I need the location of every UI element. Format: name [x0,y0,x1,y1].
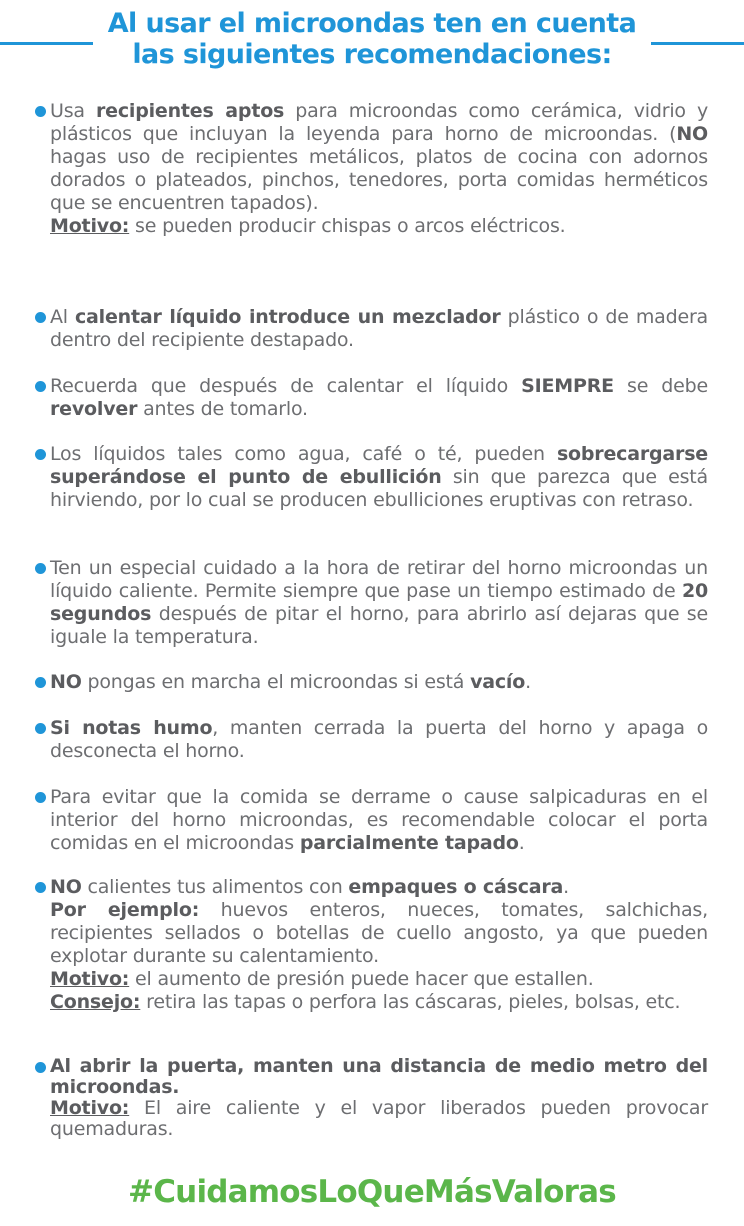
item-bold: SIEMPRE [521,375,614,397]
item-bold: empaques o cáscara [348,876,564,898]
item-text: . [518,832,525,854]
item-bold: Si notas humo [50,717,213,739]
motivo-label: Motivo: [50,1097,130,1119]
bullet-dot [35,106,46,117]
bullet-dot [35,381,46,392]
ejemplo-text: huevos enteros, nueces, tomates, salchichas, recipientes sellados o botellas de cuello angosto, ya que pueden explotar durante su calentamiento. [50,899,708,967]
item-text: plástico o de madera dentro del recipiente destapado. [50,306,709,351]
item-text: pongas en marcha el microondas si está [81,671,471,693]
bullet-dot [35,792,46,803]
list-item [50,443,708,512]
item-text: se debe [613,375,708,397]
list-item [50,876,708,1014]
item-text: Los líquidos tales como agua, café o té, pueden [50,443,557,465]
item-text: hagas uso de recipientes metálicos, platos de cocina con adornos dorados o plateados, pinchos, tenedores, porta comidas herméticos que se encuentren tapados). [50,146,708,214]
consejo-label: Consejo: [50,991,141,1013]
item-bold: calentar líquido introduce un mezclador [74,306,501,328]
motivo-text: el aumento de presión puede hacer que estallen. [129,968,594,990]
motivo-label: Motivo: [50,215,130,237]
item-text: . [525,671,531,693]
item-text: para microondas como cerámica, vidrio y plásticos que incluyan la leyenda para horno de microondas. ( [50,100,708,145]
hashtag: #CuidamosLoQueMásValoras [128,1174,616,1210]
motivo-text: El aire caliente y el vapor liberados pueden provocar quemaduras. [50,1097,708,1140]
item-text: Recuerda que después de calentar el líquido [50,375,522,397]
list-item [50,306,708,352]
ejemplo-label: Por ejemplo: [50,899,200,921]
header [0,8,744,88]
item-bold: NO [676,123,708,145]
item-text: Ten un especial cuidado a la hora de retirar del horno microondas un líquido caliente. Permite siempre que pase un tiempo estimado de [50,557,708,602]
list-item [50,786,708,855]
item-bold: NO [50,671,82,693]
bullet-dot [35,449,46,460]
item-bold: vacío [470,671,526,693]
list-item [50,671,708,694]
item-text: después de pitar el horno, para abrirlo así dejaras que se iguale la temperatura. [50,603,708,648]
bullet-dot [35,677,46,688]
bullet-dot [35,312,46,323]
bullet-dot [35,723,46,734]
consejo-text: retira las tapas o perfora las cáscaras, pieles, bolsas, etc. [140,991,681,1013]
page-title [95,8,649,70]
list-item [50,717,708,763]
list-item [50,375,708,421]
item-bold: Al abrir la puerta, manten una distancia de medio metro del microondas. [50,1055,708,1098]
motivo-text: se pueden producir chispas o arcos eléctricos. [129,215,566,237]
bullet-dot [35,1062,46,1073]
bullet-dot [35,882,46,893]
item-text: Usa [50,100,96,122]
item-text: sin que parezca que está hirviendo, por lo cual se producen ebulliciones eruptivas con retraso. [50,466,708,511]
title-line-2: las siguientes recomendaciones: [132,39,612,70]
item-text: calientes tus alimentos con [81,876,349,898]
item-text: antes de tomarlo. [137,398,308,420]
list-item [50,557,708,649]
item-bold: revolver [50,398,138,420]
bullet-dot [35,563,46,574]
item-bold: sobrecargarse superándose el punto de ebullición [50,443,708,488]
title-line-1: Al usar el microondas ten en cuenta [107,8,637,39]
item-text: Al [50,306,75,328]
motivo-label: Motivo: [50,968,130,990]
item-text: , manten cerrada la puerta del horno y apaga o desconecta el horno. [50,717,708,762]
item-bold: recipientes aptos [95,100,285,122]
title-rule-left [0,42,93,45]
list-item [50,100,708,238]
item-bold: 20 segundos [50,580,708,625]
item-bold: NO [50,876,82,898]
item-text: . [563,876,570,898]
list-item [50,1056,708,1140]
title-rule-right [651,42,744,45]
item-text: Para evitar que la comida se derrame o cause salpicaduras en el interior del horno microondas, es recomendable colocar el porta comidas en el microondas [50,786,708,854]
item-bold: parcialmente tapado [299,832,519,854]
